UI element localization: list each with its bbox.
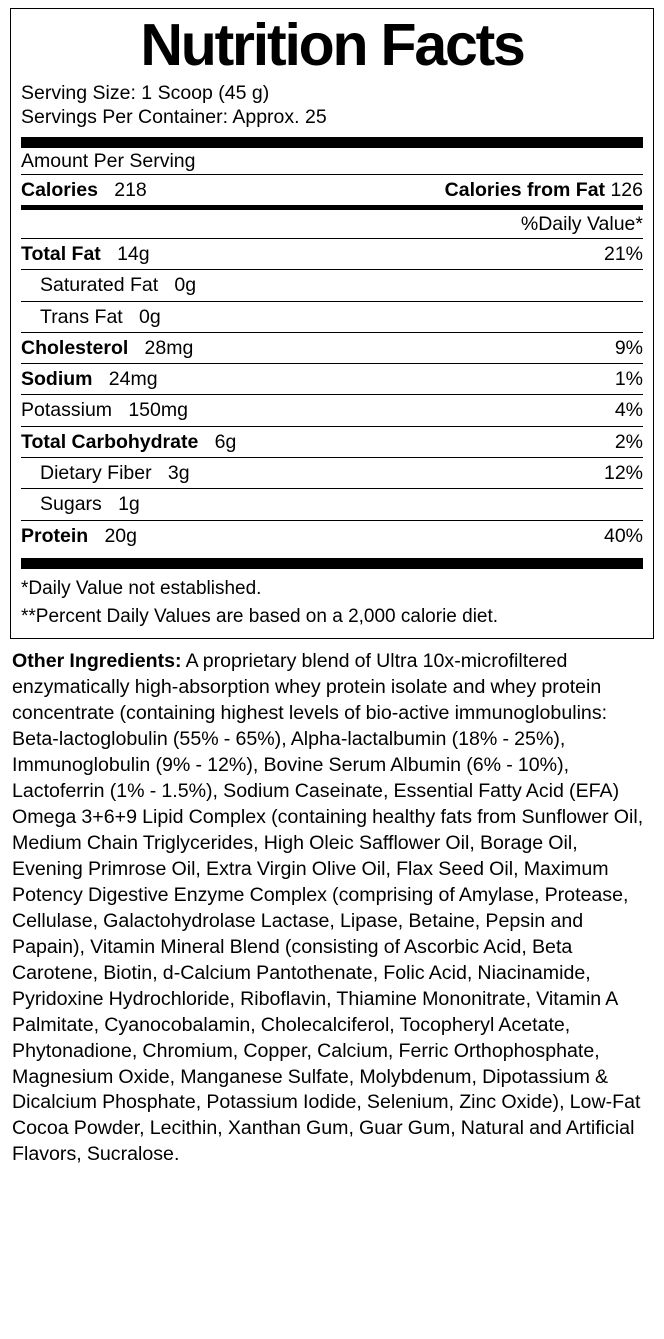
calories-cell (21, 177, 147, 203)
nutrient-cell (21, 366, 158, 392)
table-row (21, 395, 643, 425)
table-row (21, 364, 643, 394)
footnote-daily-value: *Daily Value not established. (21, 578, 262, 599)
footnotes (21, 569, 643, 630)
nutrient-label: Dietary Fiber (40, 462, 152, 485)
nutrient-amount: 20g (104, 524, 137, 547)
nutrient-label: Potassium (21, 399, 113, 422)
nutrient-amount: 28mg (144, 336, 194, 359)
calories-row (21, 175, 643, 205)
nutrient-dv: 12% (603, 462, 643, 485)
calories-from-fat-cell (445, 177, 643, 203)
divider-thick-bottom (21, 558, 643, 569)
servings-per-container-line: Servings Per Container: Approx. 25 (21, 106, 327, 129)
nutrient-amount: 1g (118, 493, 140, 516)
nutrient-rows (21, 239, 643, 551)
table-row (21, 427, 643, 457)
nutrient-label: Total Carbohydrate (21, 430, 199, 453)
footnote-percent-daily-values: **Percent Daily Values are based on a 2,000 calorie diet. (21, 605, 499, 627)
nutrient-amount: 14g (117, 242, 150, 265)
nutrient-label: Trans Fat (40, 305, 123, 328)
nutrient-cell (21, 429, 236, 455)
nutrient-cell (40, 304, 161, 330)
nutrient-label: Protein (21, 524, 89, 547)
nutrient-amount: 0g (138, 305, 161, 328)
nutrient-amount: 24mg (108, 368, 158, 391)
nutrient-dv: 2% (614, 430, 643, 453)
nutrient-label: Sodium (21, 368, 93, 391)
calories-from-fat-label: Calories from Fat (444, 178, 606, 201)
nutrient-amount: 150mg (128, 399, 188, 422)
nutrient-cell (40, 491, 140, 517)
other-ingredients-heading: Other Ingredients: (12, 650, 182, 673)
nutrient-dv: 1% (614, 368, 643, 391)
calories-value: 218 (114, 178, 147, 201)
nutrient-cell (21, 241, 150, 267)
other-ingredients-text: A proprietary blend of Ultra 10x-microfiltered enzymatically high-absorption whey protein isolate and whey protein concentrate (containing highest levels of bio-active immunoglobulins: Beta-lactoglobulin (55% - 65%), Alpha-lactalbumin (18% - 25%), Immunoglobulin (9% - 12%), Bovine Serum Albumin (6% - 10%), Lactoferrin (1% - 1.5%), Sodium Caseinate, Essential Fatty Acid (EFA) Omega 3+6+9 Lipid Complex (containing healthy fats from Sunflower Oil, Medium Chain Triglycerides, High Oleic Safflower Oil, Borage Oil, Evening Primrose Oil, Extra Virgin Olive Oil, Flax Seed Oil, Maximum Potency Digestive Enzyme Complex (comprising of Amylase, Protease, Cellulase, Galactohydrolase Lactase, Lipase, Betaine, Pepsin and Papain), Vitamin Mineral Blend (consisting of Ascorbic Acid, Beta Carotene, Biotin, d-Calcium Pantothenate, Folic Acid, Niacinamide, Pyridoxine Hydrochloride, Riboflavin, Thiamine Mononitrate, Vitamin A Palmitate, Cyanocobalamin, Cholecalciferol, Tocopheryl Acetate, Phytonadione, Chromium, Copper, Calcium, Ferric Orthophosphate, Magnesium Oxide, Manganese Sulfate, Molybdenum, Dipotassium & Dicalcium Phosphate, Potassium Iodide, Selenium, Zinc Oxide), Low-Fat Cocoa Powder, Lecithin, Xanthan Gum, Guar Gum, Natural and Artificial Flavors, Sucralose. (12, 650, 644, 1166)
page-title: Nutrition Facts (140, 12, 524, 78)
nutrient-amount: 6g (214, 430, 237, 453)
other-ingredients-section (10, 639, 654, 1168)
nutrient-cell (40, 460, 190, 486)
nutrient-dv: 4% (614, 399, 643, 422)
nutrient-dv: 21% (603, 242, 643, 265)
nutrient-cell (21, 335, 193, 361)
nutrient-cell (40, 272, 196, 298)
nutrient-label: Sugars (40, 493, 102, 516)
nutrient-label: Saturated Fat (40, 274, 159, 297)
nutrient-amount: 3g (167, 462, 190, 485)
nutrient-dv: 40% (603, 524, 643, 547)
calories-from-fat-value: 126 (610, 178, 643, 201)
table-row (21, 333, 643, 363)
table-row (21, 521, 643, 551)
table-row (21, 458, 643, 488)
daily-value-header: %Daily Value* (520, 212, 643, 235)
nutrient-cell (21, 523, 137, 549)
nutrient-dv: 9% (614, 336, 643, 359)
table-row (21, 489, 643, 519)
divider-thick-top (21, 137, 643, 148)
table-row (21, 270, 643, 300)
serving-size-line: Serving Size: 1 Scoop (45 g) (21, 81, 270, 104)
nutrient-cell (21, 397, 188, 423)
nutrient-label: Cholesterol (21, 336, 129, 359)
calories-label: Calories (21, 178, 98, 201)
amount-per-serving-label: Amount Per Serving (21, 149, 196, 172)
table-row (21, 302, 643, 332)
nutrient-label: Total Fat (21, 242, 101, 265)
table-row (21, 239, 643, 269)
nutrition-facts-panel (10, 8, 654, 639)
nutrient-amount: 0g (174, 274, 197, 297)
